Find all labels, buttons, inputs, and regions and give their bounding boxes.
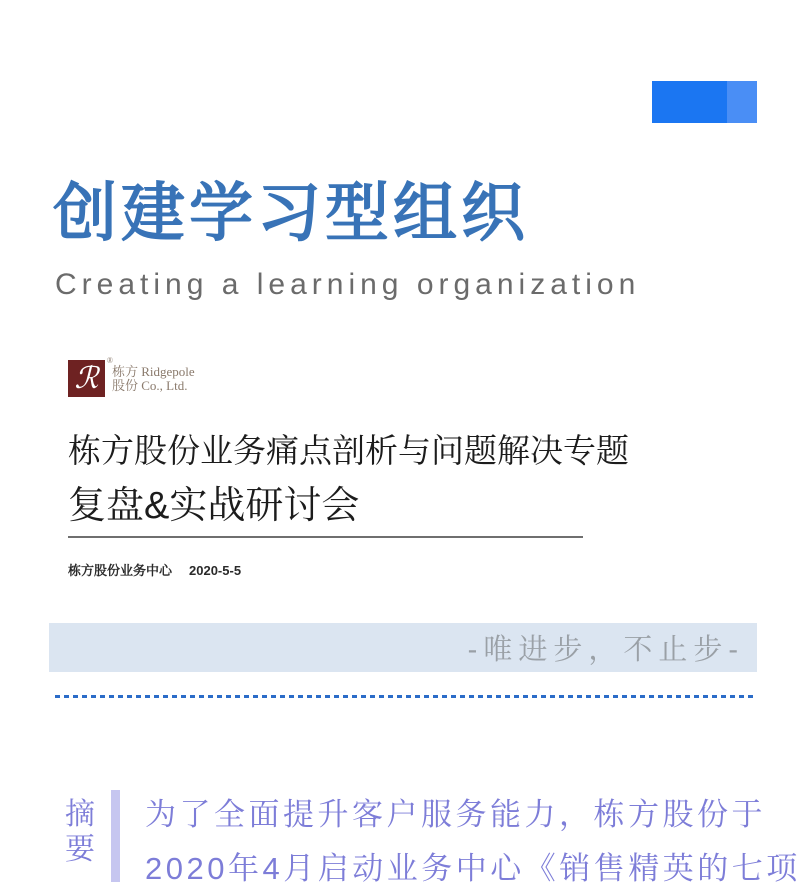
slide-title-line2: 复盘&实战研讨会: [68, 485, 360, 527]
company-logo-row: [68, 356, 590, 400]
logo-glyph: ℛ: [74, 362, 99, 395]
company-name-line2: 股份 Co., Ltd.: [112, 378, 188, 393]
abstract-vertical-bar: [111, 790, 120, 882]
abstract-text-line2: 2020年4月启动业务中心《销售精英的七项: [145, 851, 801, 886]
accent-block-light: [727, 81, 757, 123]
page-title: 创建学习型组织: [53, 177, 529, 249]
slogan-banner: [49, 623, 757, 672]
company-name-line1: 栋方 Ridgepole: [112, 364, 195, 379]
ridgepole-logo-icon: [68, 356, 113, 397]
dashed-divider: [55, 695, 756, 698]
slogan-text: -唯进步，不止步-: [467, 634, 744, 666]
abstract-label-char1: 摘: [65, 798, 95, 831]
registered-mark: ®: [106, 356, 113, 365]
page-subtitle: Creating a learning organization: [55, 268, 641, 301]
slide-image: [68, 356, 629, 579]
slide-author: 栋方股份业务中心: [68, 563, 173, 578]
company-name: [112, 360, 195, 393]
accent-block-dark: [652, 81, 727, 123]
slide-date: 2020-5-5: [189, 563, 242, 578]
slide-meta: [68, 560, 590, 579]
abstract-text-line1: 为了全面提升客户服务能力，栋方股份于: [145, 797, 766, 832]
top-right-accent: [652, 81, 757, 123]
abstract-label-char2: 要: [65, 833, 95, 866]
slide-divider: [68, 536, 583, 538]
slide-title-line1: 栋方股份业务痛点剖析与问题解决专题: [68, 432, 629, 469]
